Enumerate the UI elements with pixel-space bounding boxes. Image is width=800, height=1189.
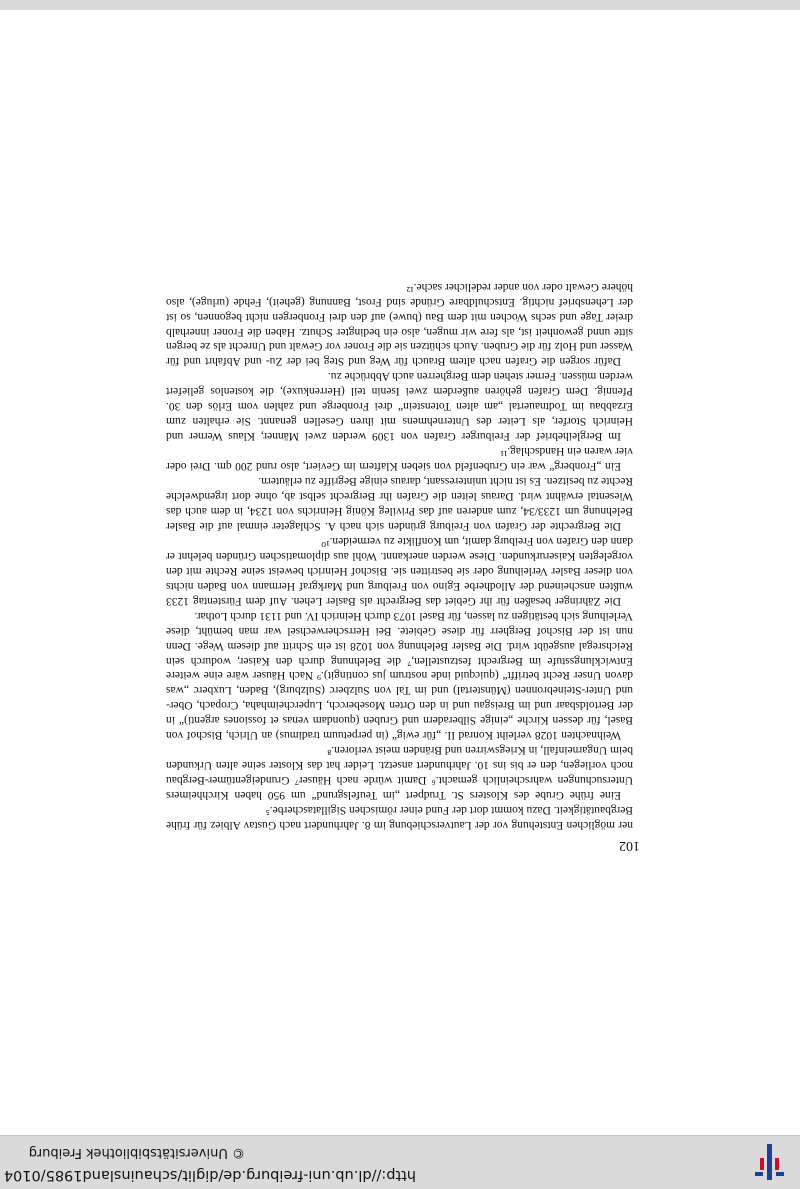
paragraph: Im Bergleihebrief der Freiburger Grafen von 1309 werden zwei Männer, Klaus Werner und Heinrich Storfer, als Leiter des Unternehmens mit ihren Gesellen genannt. Sie erhalten zum Erzabbau im Todtnauertal „am alten Totenstein“ drei Fronberge und zahlen vom Erlös den 30. Pfennig. Dem Grafen gehören außerdem zwei Isenin teil (Herrenkuxe), die kostenlos geliefert werden müssen. Ferner stehen dem Bergherren auch Abbrüche zu. <box>166 370 633 443</box>
copyright-notice: © Universitätsbibliothek Freiburg <box>28 1145 245 1160</box>
page-body-text <box>166 279 633 832</box>
page-number: 102 <box>619 838 640 853</box>
paragraph: Die Zähringer besaßen für ihr Gebiet das Bergrecht als Basler Lehen. Auf dem Fürstentag 1233 wußten anscheinend der Allodherbe Egino von Freiburg und Markgraf Hermann von Baden nichts von dieser Basler Verleihung oder sie bestritten sie. Bischof Heinrich beweist seine Rechte mit den vorgelegten Kaiserurkunden. Diese werden anerkannt. Wohl aus diplomatischen Gründen belehnt er dann den Grafen von Freiburg damit, um Konflikte zu vermeiden.¹⁰ <box>166 534 633 607</box>
paragraph: Ein „Fronberg“ war ein Grubenfeld von sieben Klaftern im Geviert, also rund 200 qm. Drei oder vier waren ein Handschlag.¹¹ <box>166 445 633 473</box>
paragraph: Eine frühe Grube des Klosters St. Trudpert „im Teufelsgrund“ um 950 haben Kirchheimers Untersuchungen wahrscheinlich gemacht.⁶ Damit würde nach Häuser⁷ Grundeigentümer-Bergbau noch vorliegen, den er bis ins 10. Jahrhundert ansetzt. Leider hat das Kloster seine alten Urkunden beim Ungarneinfall, in Kriegswirren und Bränden meist verloren.⁸ <box>166 744 633 802</box>
paragraph: Weihnachten 1028 verleiht Konrad II. „für ewig“ (in perpetuum tradimus) an Ulrich, Bischof von Basel, für dessen Kirche „einige Silberadern und Gruben (quondam venas et fossiones argenti)“ in der Bertoldsbaar und im Breisgau und in den Orten Mosebercch, Lupercheimhaha, Cropach, Ober- und Unter-Steinebronnen (Münstertal) und im Tal von Sulzberc (Sulzburg), Baden, Luxberc „was davon Unser Recht betrifft“ (quicquid inde nostrum jus contingit).⁹ Nach Häuser wäre eine weitere Entwicklungsstufe im Bergrecht festzustellen,⁷ die Belehnung durch den Kaiser, wodurch sein Reichsregal ausgeübt wird. Die Basler Belehnung von 1028 ist ein Schritt auf diesem Wege. Denn nun ist der Bischof Bergherr für diese Gebiete. Bei Herrscherwechsel war man bemüht, diese Verleihung sich bestätigen zu lassen, für Basel 1073 durch Heinrich IV. und 1131 durch Lothar. <box>166 609 633 742</box>
paragraph: ner möglichen Entstehung vor der Lautverschiebung im 8. Jahrhundert nach Gustav Albiez für frühe Bergbautätigkeit. Dazu kommt dort der Fund einer römischen Sigillatascherbe.⁵ <box>166 804 633 831</box>
paragraph: Die Bergrechte der Grafen von Freiburg gründen sich nach A. Schlageter einmal auf die Basler Belehnung um 1233/34, zum anderen auf das Privileg König Heinrichs von 1234, in dem auch das Wiesental erwähnt wird. Daraus leiten die Grafen ihr Bergrecht selbst ab, ohne dort irgendwelche Rechte zu besitzen. Es ist nicht uninteressant, daraus einige Begriffe zu erläutern. <box>166 475 633 532</box>
viewer-header <box>0 1135 800 1189</box>
viewer-footer <box>0 0 800 10</box>
scanned-page <box>0 10 800 1135</box>
ub-freiburg-logo-icon[interactable] <box>750 1142 790 1182</box>
page-url[interactable]: http://dl.ub.uni-freiburg.de/diglit/schauinsland1985/0104 <box>3 1167 416 1183</box>
paragraph: Dafür sorgen die Grafen nach altem Brauch für Weg und Steg bei der Zu- und Abfahrt und für Wasser und Holz für die Gruben. Auch schützen sie die Froner vor Gewalt und Unrecht als ze bergen sitte unnd gewonheit ist, als fere wir mugen, also ein bedingter Schutz. Haben die Froner innerhalb dreier Tage und sechs Wochen mit dem Bau (buwe) auf den drei Fronbergen nicht begonnen, so ist der Lehensbrief nichtig. Entschuldbare Gründe sind Frost, Bannung (geheit), Fehde (urluge), also höhere Gewalt oder von ander redelicher sache.¹² <box>166 280 633 368</box>
